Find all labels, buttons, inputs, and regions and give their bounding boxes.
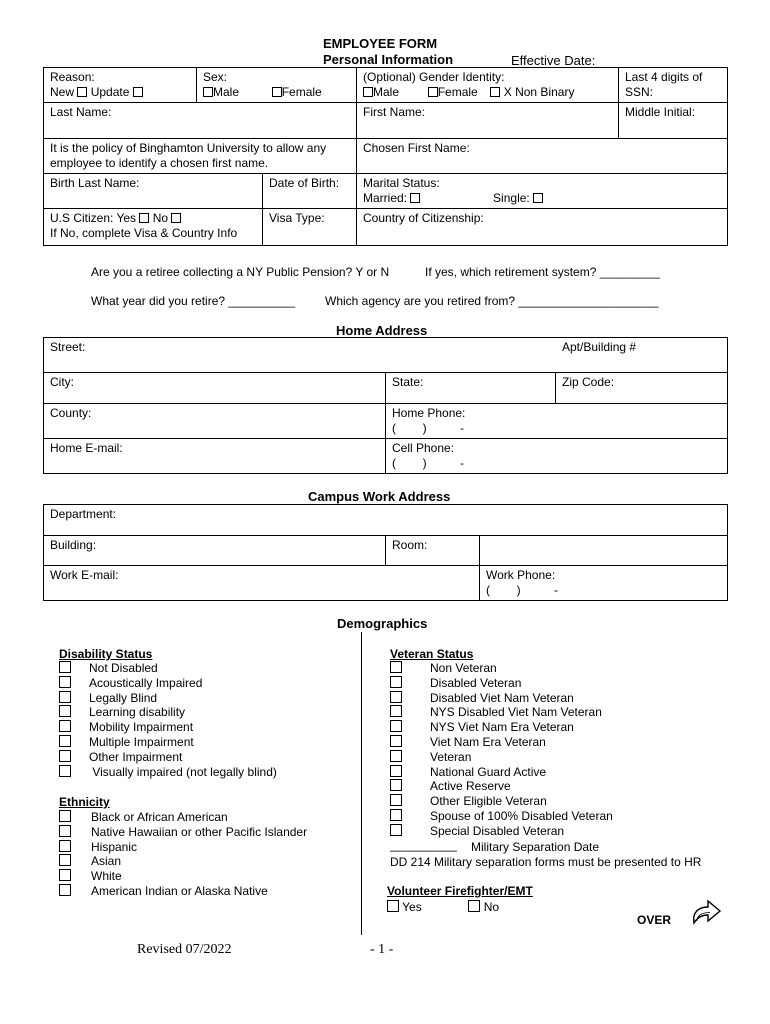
option-checkbox[interactable] xyxy=(390,705,402,717)
city-label: City: xyxy=(50,375,74,389)
option-label: Legally Blind xyxy=(89,690,158,705)
gender-female-label: Female xyxy=(437,85,478,99)
disability-title: Disability Status xyxy=(59,647,153,661)
home-phone-format: ( ) - xyxy=(392,421,464,435)
gender-male-checkbox[interactable] xyxy=(363,87,373,97)
option-checkbox[interactable] xyxy=(390,794,402,806)
work-email-label: Work E-mail: xyxy=(50,568,119,582)
option-checkbox[interactable] xyxy=(390,720,402,732)
option-checkbox[interactable] xyxy=(59,676,71,688)
sex-male-checkbox[interactable] xyxy=(203,87,213,97)
reason-update-checkbox[interactable] xyxy=(133,87,143,97)
list-item xyxy=(390,691,574,705)
list-item xyxy=(390,824,564,838)
country-field[interactable] xyxy=(357,209,728,246)
policy-cell xyxy=(44,139,357,174)
cell-phone-field[interactable] xyxy=(386,439,728,474)
first-name-field[interactable] xyxy=(357,103,619,139)
home-email-field[interactable] xyxy=(44,439,386,474)
option-label: White xyxy=(91,869,122,884)
option-checkbox[interactable] xyxy=(59,840,71,852)
room-field[interactable] xyxy=(386,536,480,566)
personal-info-table xyxy=(43,67,728,246)
reason-update-label: Update xyxy=(90,85,130,99)
separation-date-label: Military Separation Date xyxy=(471,840,600,854)
home-phone-field[interactable] xyxy=(386,404,728,439)
option-label: NYS Viet Nam Era Veteran xyxy=(430,720,574,735)
option-label: American Indian or Alaska Native xyxy=(91,884,268,898)
option-checkbox[interactable] xyxy=(59,735,71,747)
option-checkbox[interactable] xyxy=(390,824,402,836)
gender-nonbinary-label: X Non Binary xyxy=(503,85,575,99)
option-checkbox[interactable] xyxy=(390,676,402,688)
option-label: Veteran xyxy=(430,749,472,764)
pension-question: Are you a retiree collecting a NY Public Pension? Y or N xyxy=(91,265,390,279)
option-checkbox[interactable] xyxy=(59,750,71,762)
campus-address-table xyxy=(43,504,728,601)
option-checkbox[interactable] xyxy=(59,825,71,837)
volunteer-options xyxy=(387,900,499,914)
street-field[interactable] xyxy=(44,338,728,373)
list-item xyxy=(390,661,497,675)
list-item xyxy=(390,735,546,749)
visa-type-label: Visa Type: xyxy=(269,211,325,225)
apt-label: Apt/Building # xyxy=(562,340,637,354)
gender-female-checkbox[interactable] xyxy=(428,87,438,97)
option-label: NYS Disabled Viet Nam Veteran xyxy=(430,705,602,720)
citizen-no-label: No xyxy=(152,211,169,225)
form-subtitle: Personal Information xyxy=(323,52,454,67)
demographics-title: Demographics xyxy=(337,616,428,631)
option-checkbox[interactable] xyxy=(390,765,402,777)
list-item xyxy=(59,854,121,868)
option-checkbox[interactable] xyxy=(59,705,71,717)
option-label: Active Reserve xyxy=(430,779,511,794)
option-label: National Guard Active xyxy=(430,764,547,779)
citizen-yes-label: U.S Citizen: Yes xyxy=(50,211,137,225)
policy-text: It is the policy of Binghamton University to allow any employee to identify a chosen first name. xyxy=(50,141,327,170)
veteran-title: Veteran Status xyxy=(390,647,474,661)
list-item xyxy=(390,779,511,793)
ssn-label: Last 4 digits of xyxy=(625,70,703,84)
country-label: Country of Citizenship: xyxy=(363,211,484,225)
reason-cell xyxy=(44,68,197,103)
option-checkbox[interactable] xyxy=(390,661,402,673)
list-item xyxy=(390,809,613,823)
state-field[interactable] xyxy=(386,373,556,404)
list-item xyxy=(59,720,193,734)
option-checkbox[interactable] xyxy=(59,691,71,703)
option-checkbox[interactable] xyxy=(390,691,402,703)
option-label: Multiple Impairment xyxy=(89,735,194,749)
list-item xyxy=(59,735,194,749)
option-checkbox[interactable] xyxy=(59,720,71,732)
option-label: Other Impairment xyxy=(89,749,183,764)
department-label: Department: xyxy=(50,507,117,521)
last-name-label: Last Name: xyxy=(50,105,112,119)
volunteer-title: Volunteer Firefighter/EMT xyxy=(387,884,533,898)
street-label: Street: xyxy=(50,340,86,354)
date-of-birth-field[interactable] xyxy=(263,174,357,209)
option-label: Learning disability xyxy=(89,705,186,720)
first-name-label: First Name: xyxy=(363,105,426,119)
volunteer-yes-label: Yes xyxy=(402,900,422,914)
demographics-divider xyxy=(361,632,362,935)
form-title: EMPLOYEE FORM xyxy=(323,36,438,51)
single-label: Single: xyxy=(493,191,530,205)
option-label: Not Disabled xyxy=(89,661,158,675)
option-label: Other Eligible Veteran xyxy=(430,794,547,809)
retirement-system-question: If yes, which retirement system? _________ xyxy=(425,265,660,279)
work-phone-label: Work Phone: xyxy=(486,568,556,582)
middle-initial-field[interactable] xyxy=(619,103,728,139)
turn-page-arrow-icon xyxy=(688,897,724,927)
revised-date: Revised 07/2022 xyxy=(137,942,232,957)
list-item xyxy=(390,705,602,719)
citizen-yes-checkbox[interactable] xyxy=(139,213,149,223)
date-of-birth-label: Date of Birth: xyxy=(269,176,340,190)
sex-label: Sex: xyxy=(203,70,228,84)
ssn-label-2: SSN: xyxy=(625,85,654,99)
list-item xyxy=(59,840,137,854)
sex-female-checkbox[interactable] xyxy=(272,87,282,97)
cell-phone-label: Cell Phone: xyxy=(392,441,455,455)
list-item xyxy=(390,765,546,779)
option-label: Acoustically Impaired xyxy=(89,675,203,690)
reason-label: Reason: xyxy=(50,70,95,84)
home-email-label: Home E-mail: xyxy=(50,441,123,455)
zip-label: Zip Code: xyxy=(562,375,615,389)
last-name-field[interactable] xyxy=(44,103,357,139)
list-item xyxy=(59,765,277,779)
city-field[interactable] xyxy=(44,373,386,404)
list-item xyxy=(59,691,157,705)
visa-type-field[interactable] xyxy=(263,209,357,246)
volunteer-yes-checkbox[interactable] xyxy=(387,900,399,912)
option-label: Viet Nam Era Veteran xyxy=(430,735,546,749)
married-checkbox[interactable] xyxy=(410,193,420,203)
retire-year-question: What year did you retire? __________ xyxy=(91,294,296,308)
list-item xyxy=(59,676,202,690)
option-label: Special Disabled Veteran xyxy=(430,823,565,838)
list-item xyxy=(59,750,182,764)
room-label: Room: xyxy=(392,538,428,552)
chosen-first-name-field[interactable] xyxy=(357,139,728,174)
list-item xyxy=(390,720,574,734)
county-field[interactable] xyxy=(44,404,386,439)
gender-label: (Optional) Gender Identity: xyxy=(363,70,505,84)
reason-new-checkbox[interactable] xyxy=(77,87,87,97)
citizen-cell xyxy=(44,209,263,246)
list-item xyxy=(59,661,158,675)
building-field[interactable] xyxy=(44,536,386,566)
middle-initial-label: Middle Initial: xyxy=(625,105,696,119)
retire-agency-question: Which agency are you retired from? _____________________ xyxy=(325,294,659,308)
county-label: County: xyxy=(50,406,92,420)
page-number: - 1 - xyxy=(370,942,394,957)
campus-address-title: Campus Work Address xyxy=(308,489,451,504)
married-label: Married: xyxy=(363,191,408,205)
list-item xyxy=(59,705,185,719)
list-item xyxy=(59,825,307,839)
option-label: Spouse of 100% Disabled Veteran xyxy=(430,809,613,823)
option-label: Native Hawaiian or other Pacific Islander xyxy=(91,824,308,839)
gender-nonbinary-checkbox[interactable] xyxy=(490,87,500,97)
separation-date-blank[interactable]: __________ xyxy=(390,838,457,852)
option-label: Hispanic xyxy=(91,839,138,854)
sex-cell xyxy=(197,68,357,103)
option-label: Non Veteran xyxy=(430,661,497,675)
cell-phone-format: ( ) - xyxy=(392,456,464,470)
list-item xyxy=(390,794,547,808)
effective-date-label: Effective Date: xyxy=(511,53,596,68)
home-address-title: Home Address xyxy=(336,323,428,338)
reason-new-label: New xyxy=(50,85,75,99)
option-label: Black or African American xyxy=(91,810,228,824)
chosen-first-name-label: Chosen First Name: xyxy=(363,141,470,155)
option-label: Asian xyxy=(91,854,122,869)
volunteer-no-checkbox[interactable] xyxy=(468,900,480,912)
ethnicity-title: Ethnicity xyxy=(59,795,110,809)
marital-status-cell xyxy=(357,174,728,209)
option-checkbox[interactable] xyxy=(59,661,71,673)
dd214-note: DD 214 Military separation forms must be presented to HR xyxy=(390,855,702,869)
option-checkbox[interactable] xyxy=(390,750,402,762)
list-item xyxy=(390,676,521,690)
list-item xyxy=(59,810,228,824)
citizen-no-checkbox[interactable] xyxy=(171,213,181,223)
option-label: Mobility Impairment xyxy=(89,720,194,735)
room-extra-cell xyxy=(480,536,728,566)
volunteer-no-label: No xyxy=(483,900,500,914)
citizen-note: If No, complete Visa & Country Info xyxy=(50,226,238,240)
work-phone-format: ( ) - xyxy=(486,583,558,597)
gender-cell xyxy=(357,68,619,103)
ssn-cell[interactable] xyxy=(619,68,728,103)
over-label: OVER xyxy=(637,913,672,927)
option-checkbox[interactable] xyxy=(59,810,71,822)
list-item xyxy=(59,869,122,883)
sex-female-label: Female xyxy=(281,85,322,99)
home-address-table xyxy=(43,337,728,474)
department-field[interactable] xyxy=(44,505,728,536)
zip-field[interactable] xyxy=(556,373,728,404)
marital-status-label: Marital Status: xyxy=(363,176,440,190)
home-phone-label: Home Phone: xyxy=(392,406,466,420)
gender-male-label: Male xyxy=(373,85,400,99)
work-email-field[interactable] xyxy=(44,566,480,601)
building-label: Building: xyxy=(50,538,97,552)
option-checkbox[interactable] xyxy=(59,884,71,896)
option-checkbox[interactable] xyxy=(59,869,71,881)
list-item xyxy=(59,884,268,898)
work-phone-field[interactable] xyxy=(480,566,728,601)
single-checkbox[interactable] xyxy=(533,193,543,203)
list-item xyxy=(390,750,471,764)
state-label: State: xyxy=(392,375,424,389)
option-checkbox[interactable] xyxy=(390,809,402,821)
birth-last-name-label: Birth Last Name: xyxy=(50,176,140,190)
option-label: Disabled Veteran xyxy=(430,675,522,690)
option-checkbox[interactable] xyxy=(390,735,402,747)
option-label: Visually impaired (not legally blind) xyxy=(89,764,277,779)
birth-last-name-field[interactable] xyxy=(44,174,263,209)
option-checkbox[interactable] xyxy=(59,765,71,777)
option-checkbox[interactable] xyxy=(390,779,402,791)
option-checkbox[interactable] xyxy=(59,854,71,866)
sex-male-label: Male xyxy=(213,85,240,99)
option-label: Disabled Viet Nam Veteran xyxy=(430,690,574,705)
